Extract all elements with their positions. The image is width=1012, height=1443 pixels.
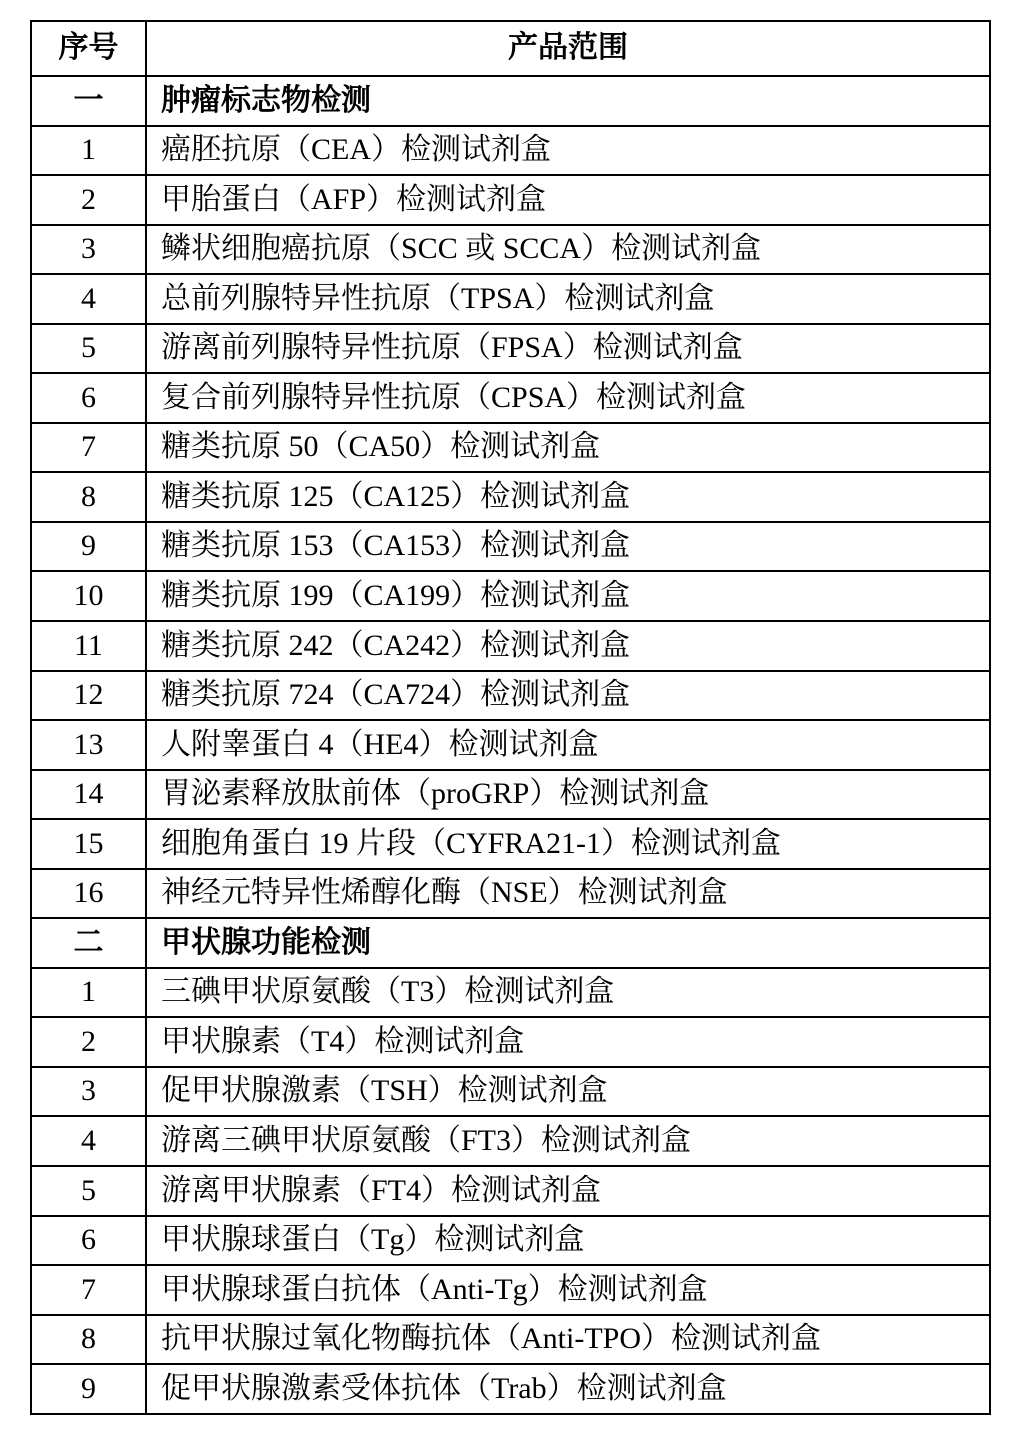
row-number: 3 [31,225,146,275]
table-row [31,1017,990,1067]
section-index: 一 [31,76,146,126]
row-product: 甲胎蛋白（AFP）检测试剂盒 [146,175,990,225]
row-product: 鳞状细胞癌抗原（SCC 或 SCCA）检测试剂盒 [146,225,990,275]
row-number: 12 [31,671,146,721]
table-row [31,770,990,820]
section-row-thyroid-function [31,918,990,968]
row-product: 糖类抗原 125（CA125）检测试剂盒 [146,472,990,522]
row-number: 4 [31,1116,146,1166]
row-product: 三碘甲状原氨酸（T3）检测试剂盒 [146,968,990,1018]
product-scope-table [30,20,991,1415]
row-product: 甲状腺素（T4）检测试剂盒 [146,1017,990,1067]
row-product: 糖类抗原 199（CA199）检测试剂盒 [146,571,990,621]
row-number: 2 [31,175,146,225]
row-number: 9 [31,1364,146,1414]
header-cell-scope: 产品范围 [146,21,990,76]
table-row [31,175,990,225]
row-number: 1 [31,126,146,176]
table-row [31,274,990,324]
table-row [31,1166,990,1216]
table-row [31,522,990,572]
table-row [31,869,990,919]
section-index: 二 [31,918,146,968]
row-number: 7 [31,423,146,473]
row-product: 促甲状腺激素（TSH）检测试剂盒 [146,1067,990,1117]
row-product: 人附睾蛋白 4（HE4）检测试剂盒 [146,720,990,770]
table-row [31,571,990,621]
row-product: 胃泌素释放肽前体（proGRP）检测试剂盒 [146,770,990,820]
row-product: 总前列腺特异性抗原（TPSA）检测试剂盒 [146,274,990,324]
row-number: 6 [31,1216,146,1266]
table-row [31,819,990,869]
row-product: 游离三碘甲状原氨酸（FT3）检测试剂盒 [146,1116,990,1166]
row-number: 7 [31,1265,146,1315]
row-number: 14 [31,770,146,820]
row-number: 16 [31,869,146,919]
row-number: 5 [31,1166,146,1216]
table-row [31,968,990,1018]
row-product: 糖类抗原 50（CA50）检测试剂盒 [146,423,990,473]
row-product: 糖类抗原 153（CA153）检测试剂盒 [146,522,990,572]
table-row [31,126,990,176]
row-number: 6 [31,373,146,423]
row-number: 3 [31,1067,146,1117]
table-row [31,1364,990,1414]
row-number: 9 [31,522,146,572]
row-product: 复合前列腺特异性抗原（CPSA）检测试剂盒 [146,373,990,423]
row-product: 糖类抗原 242（CA242）检测试剂盒 [146,621,990,671]
table-row [31,1116,990,1166]
table-row [31,1265,990,1315]
row-product: 游离甲状腺素（FT4）检测试剂盒 [146,1166,990,1216]
row-product: 甲状腺球蛋白抗体（Anti-Tg）检测试剂盒 [146,1265,990,1315]
table-row [31,1067,990,1117]
table-row [31,1315,990,1365]
row-product: 抗甲状腺过氧化物酶抗体（Anti-TPO）检测试剂盒 [146,1315,990,1365]
row-product: 糖类抗原 724（CA724）检测试剂盒 [146,671,990,721]
row-number: 11 [31,621,146,671]
section-title: 肿瘤标志物检测 [146,76,990,126]
table-row [31,671,990,721]
row-number: 8 [31,472,146,522]
row-number: 5 [31,324,146,374]
row-number: 10 [31,571,146,621]
row-product: 细胞角蛋白 19 片段（CYFRA21-1）检测试剂盒 [146,819,990,869]
row-product: 甲状腺球蛋白（Tg）检测试剂盒 [146,1216,990,1266]
table-row [31,423,990,473]
table-row [31,1216,990,1266]
row-number: 4 [31,274,146,324]
section-title: 甲状腺功能检测 [146,918,990,968]
row-product: 促甲状腺激素受体抗体（Trab）检测试剂盒 [146,1364,990,1414]
table-row [31,324,990,374]
table-row [31,621,990,671]
header-cell-no: 序号 [31,21,146,76]
row-number: 8 [31,1315,146,1365]
row-number: 1 [31,968,146,1018]
header-row [31,21,990,76]
row-number: 15 [31,819,146,869]
row-number: 2 [31,1017,146,1067]
row-product: 神经元特异性烯醇化酶（NSE）检测试剂盒 [146,869,990,919]
table-row [31,472,990,522]
table-row [31,225,990,275]
row-number: 13 [31,720,146,770]
section-row-tumor-markers [31,76,990,126]
table-row [31,720,990,770]
row-product: 癌胚抗原（CEA）检测试剂盒 [146,126,990,176]
table-row [31,373,990,423]
row-product: 游离前列腺特异性抗原（FPSA）检测试剂盒 [146,324,990,374]
